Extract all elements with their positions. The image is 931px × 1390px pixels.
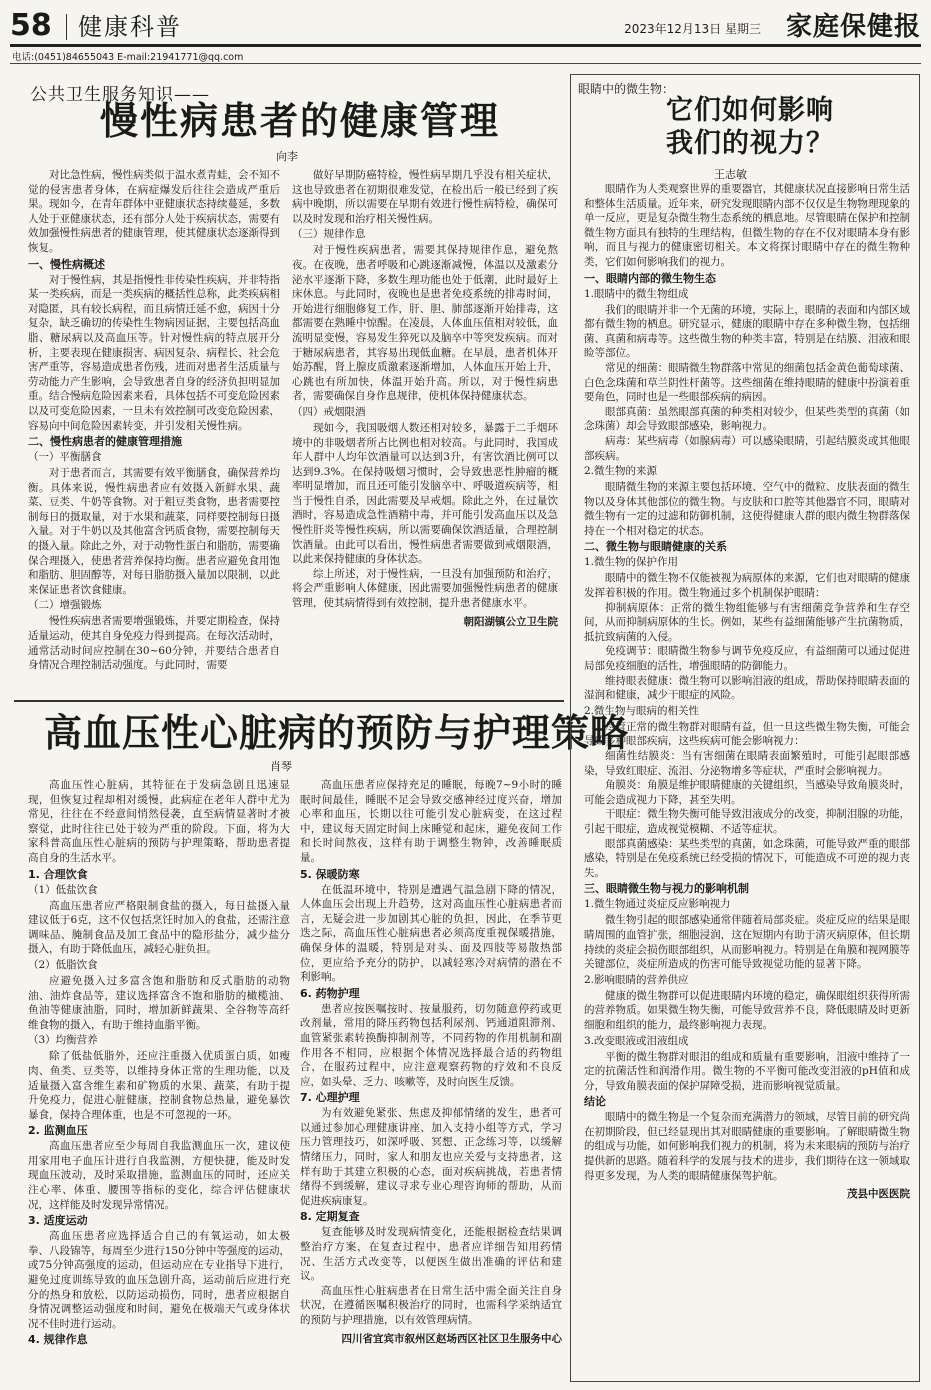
paragraph: 眼部真菌感染：某些类型的真菌，如念珠菌，可能导致严重的眼部感染，特别是在免疫系统已经受损的情况下，可能造成不可逆的视力丧失。 — [584, 837, 910, 879]
paragraph: 尽管正常的微生物群对眼睛有益，但一旦这些微生物失衡，可能会导致多种眼部疾病，这些疾病可能会影响视力： — [584, 720, 910, 748]
subsection-heading: 2.微生物与眼病的相关性 — [584, 704, 700, 717]
subsection-heading: （2）低脂饮食 — [28, 958, 98, 971]
subsection-heading: 2.微生物的来源 — [584, 465, 658, 478]
article2-column-2 — [300, 778, 562, 1378]
subsection-heading: 2.影响眼睛的营养供应 — [584, 973, 689, 986]
article3-title-line1: 它们如何影响 — [666, 95, 834, 126]
subsection-heading: （一）平衡膳食 — [28, 451, 102, 464]
article1-author: 向李 — [276, 150, 298, 163]
masthead — [10, 8, 921, 48]
section-heading: 三、眼睛微生物与视力的影响机制 — [584, 882, 749, 896]
section-heading: 3. 适度运动 — [28, 1214, 88, 1228]
paragraph: 病毒：某些病毒（如腺病毒）可以感染眼睛，引起结膜炎或其他眼部疾病。 — [584, 434, 910, 462]
subsection-heading: 1.微生物的保护作用 — [584, 556, 679, 569]
paragraph: 眼部真菌：虽然眼部真菌的种类相对较少，但某些类型的真菌（如念珠菌）却会导致眼部感染，影响视力。 — [584, 405, 910, 433]
issue-date: 2023年12月13日 星期三 — [624, 22, 761, 36]
paragraph: 除了低盐低脂外，还应注重摄入优质蛋白质，如瘦肉、鱼类、豆类等，以维持身体正常的生理功能，以及适量摄入富含维生素和矿物质的水果、蔬菜，有助于提升免疫力，促进心脏健康，控制食物总热量，避免暴饮暴食，保持合理体重，也是不可忽视的一环。 — [28, 1050, 290, 1121]
paragraph: 高血压患者应保持充足的睡眠，每晚7~9小时的睡眠时间最佳，睡眠不足会导致交感神经过度兴奋，增加心率和血压，长期以往可能引发心脏病变，在这过程中，建议每天固定时间上床睡觉和起床，避免夜间工作和长时间熬夜，这样有助于调整生物钟，改善睡眠质量。 — [300, 779, 562, 864]
section-heading: 2. 监测血压 — [28, 1124, 88, 1138]
paragraph: 慢性疾病患者需要增强锻炼，并要定期检查，保持适量运动，使其自身免疫力得到提高。在每次活动时，通常活动时间应控制在30~60分钟，并要结合患者自身情况合理控制活动强度。与此同时，需要 — [28, 615, 280, 672]
subsection-heading: 1.眼睛中的微生物组成 — [584, 287, 689, 300]
paragraph: 角膜炎：角膜是维护眼睛健康的关键组织，当感染导致角膜炎时，可能会造成视力下降，甚至失明。 — [584, 779, 910, 806]
subsection-heading: （1）低盐饮食 — [28, 883, 98, 896]
paragraph: 眼睛作为人类观察世界的重要器官，其健康状况直接影响日常生活和整体生活质量。近年来，研究发现眼睛内部不仅仅是生物物理现象的单一反应，更是复杂微生物生态系统的栖息地。尽管眼睛在保护和控制微生物方面具有独特的生理结构，但微生物的存在不仅对眼睛本身有影响，而且与视力的健康密切相关。本文将探讨眼睛中存在的微生物种类，它们如何影响我们的视力。 — [584, 183, 910, 268]
article-divider — [14, 700, 564, 702]
paragraph: 为有效避免紧张、焦虑及抑郁情绪的发生，患者可以通过参加心理健康讲座、加入支持小组等方式，学习压力管理技巧，如深呼吸、冥想、正念练习等，以缓解情绪压力，同时，家人和朋友也应关爱与支持患者，这样有助于其建立积极的心态，面对疾病挑战，若患者情绪得不到缓解，建议寻求专业心理咨询师的帮助，从而促进疾病康复。 — [300, 1107, 562, 1207]
paper-name: 家庭保健报 — [785, 12, 921, 42]
article3-author: 王志敏 — [714, 168, 747, 181]
paragraph: 高血压患者应选择适合自己的有氧运动，如太极拳、八段锦等，每周至少进行150分钟中等强度的运动，或75分钟高强度的运动，但运动应在专业指导下进行，避免过度训练导致的血压急剧升高，运动前后应进行充分的热身和放松，以防运动损伤，同时，患者应根据自身情况调整运动强度和时间，避免在极端天气或身体状况不佳时进行运动。 — [28, 1230, 290, 1330]
paragraph: 眼睛中的微生物不仅能被视为病原体的来源，它们也对眼睛的健康发挥着积极的作用。微生物通过多个机制保护眼睛： — [584, 572, 910, 600]
section-heading: 二、慢性病患者的健康管理措施 — [28, 435, 182, 449]
paragraph: 高血压患者应至少每周自我监测血压一次，建议使用家用电子血压计进行自我监测，方便快捷，能及时发现血压波动，及时采取措施，监测血压的同时，还应关注心率、体重、腰围等指标的变化，综合评估健康状况，这样能及时发现异常情况。 — [28, 1140, 290, 1211]
paragraph: 现如今，我国吸烟人数还相对较多，暴露于二手烟环境中的非吸烟者所占比例也相对较高。与此同时，我国成年人群中人均年饮酒量可以达到3升，有害饮酒比例可以达到9.3%。在保持吸烟习惯时，会导致患恶性肿瘤的概率明显增加，而且还可能引发脑卒中、呼吸道疾病等，相当于慢性自杀，因此需要及早戒烟。除此之外，在过量饮酒时，容易造成急性酒精中毒，并可能引发高血压以及急慢性肝炎等慢性疾病，所以需要确保饮酒适量，合理控制饮酒量。由此可以看出，慢性病患者需要做到戒烟限酒，以此来保持健康的身体状态。 — [292, 421, 558, 566]
paragraph: 综上所述，对于慢性病，一旦没有加强预防和治疗，将会严重影响人体健康，因此需要加强慢性病患者的健康管理，使其病情得到有效控制，提升患者健康水平。 — [292, 567, 558, 610]
signature: 茂县中医医院 — [847, 1188, 910, 1201]
subsection-heading: （3）均衡营养 — [28, 1034, 98, 1047]
article3-title — [600, 94, 900, 160]
subsection-heading: 1.微生物通过炎症反应影响视力 — [584, 898, 731, 911]
article1-kicker: 公共卫生服务知识—— — [30, 85, 210, 105]
masthead-rule — [10, 44, 921, 47]
paragraph: 对于慢性病，其是指慢性非传染性疾病，并非特指某一类疾病，而是一类疾病的概括性总称，此类疾病相对隐匿，具有较长病程，而且病情迁延不愈，病因十分复杂，缺乏确切的传染性生物病因证据，主要包括高血脂、糖尿病以及高血压等。针对慢性病的特点展开分析，主要表现在健康损害、病因复杂、病程长、社会危害严重等，容易造成患者伤残，进而对患者生活质量与劳动能力产生影响，会导致患者自身的经济负担明显加重。结合慢病危险因素来看，具体包括不可变危险因素以及可变危险因素，一旦未有效控制可改变危险因素，容易向中间危险因素转变，并引发相关慢性病。 — [28, 273, 280, 432]
section-heading: 8. 定期复查 — [300, 1210, 360, 1224]
subsection-heading: （四）戒烟限酒 — [292, 405, 366, 418]
section-heading: 一、眼睛内部的微生物生态 — [584, 271, 716, 285]
paragraph: 在低温环境中，特别是遭遇气温急剧下降的情况，人体血压会出现上升趋势，这对高血压性心脏病患者而言，无疑会进一步加剧其心脏的负担，因此，在季节更迭之际，高血压性心脏病患者必须高度重视保暖措施，确保身体的温暖，特别是对头、面及四肢等易散热部位，更应给予充分的防护，以减轻寒冷对病情的潜在不利影响。 — [300, 883, 562, 984]
article2-author: 肖琴 — [270, 760, 292, 773]
paragraph: 对于慢性疾病患者，需要其保持规律作息，避免熬夜。在夜晚，患者呼吸和心跳逐渐减慢，体温以及激素分泌水平逐渐下降，多数生理功能也处于低潮，此时最好上床休息。与此同时，夜晚也是患者免疫系统的排毒时间，开始进行细胞修复工作，肝、胆、肺部逐渐开始排毒，这都需要在熟睡中惊醒。在凌晨，人体血压值相对较低，血流明显变慢，容易发生猝死以及脑卒中等突发疾病。而对于糖尿病患者，其容易出现低血糖。在早晨，患者机体开始苏醒，肾上腺皮质激素逐渐增加，人体血压开始上升，心跳也有所加快，体温开始升高。所以，对于慢性病患者，需要确保自身作息规律，使机体保持健康状态。 — [292, 244, 558, 403]
paragraph: 干眼症：微生物失衡可能导致泪液成分的改变，抑制泪腺的功能，引起干眼症，造成视觉模糊、不适等症状。 — [584, 808, 910, 835]
signature: 四川省宜宾市叙州区赵场西区社区卫生服务中心 — [341, 1332, 562, 1345]
section-heading: 二、微生物与眼睛健康的关系 — [584, 540, 727, 554]
section-name: 健康科普 — [78, 13, 182, 41]
article1-column-1 — [28, 168, 280, 688]
paragraph: 应避免摄入过多富含饱和脂肪和反式脂肪的动物油、油炸食品等，建议选择富含不饱和脂肪的橄榄油、鱼油等健康油脂，同时，增加新鲜蔬果、全谷物等高纤维食物的摄入，有助于维持血脂平衡。 — [28, 974, 290, 1031]
paragraph: 患者应按医嘱按时、按量服药，切勿随意停药或更改剂量，常用的降压药物包括利尿剂、钙通道阻滞剂、血管紧张素转换酶抑制剂等，不同药物的作用机制和副作用各不相同，应根据个体情况选择最合适的药物组合，在服药过程中，应注意观察药物的疗效和不良反应，如头晕、乏力、咳嗽等，及时向医生反馈。 — [300, 1002, 562, 1088]
paragraph: 细菌性结膜炎：当有害细菌在眼睛表面繁殖时，可能引起眼部感染，导致红眼症、流泪、分泌物增多等症状，严重时会影响视力。 — [584, 750, 910, 777]
paragraph: 我们的眼睛并非一个无菌的环境，实际上，眼睛的表面和内部区域都有微生物的栖息。研究显示，健康的眼睛中存在多种微生物，包括细菌、真菌和病毒等。这些微生物的种类丰富，特别是在结膜、泪液和眼睑等部位。 — [584, 303, 910, 360]
paragraph: 对比急性病，慢性病类似于温水煮青蛙，会不知不觉的侵害患者身体，在病症爆发后往往会造成严重后果。现如今，在青年群体中亚健康状态持续蔓延，多数人处于亚健康状态，还有部分人处于疾病状态，需要有效加强慢性病患者的健康管理，使其健康状态逐渐得到恢复。 — [28, 169, 280, 254]
page-number: 58 — [10, 8, 52, 43]
paragraph: 微生物引起的眼部感染通常伴随着局部炎症。炎症反应的结果是眼睛周围的血管扩张，细胞浸润，这在短期内有助于清灭病原体，但长期持续的炎症会损伤眼部组织，从而影响视力。特别是在角膜和视网膜等关键部位，炎症所造成的伤害可能导致视觉功能的显著下降。 — [584, 914, 910, 971]
section-heading: 一、慢性病概述 — [28, 257, 105, 271]
paragraph: 维持眼表健康：微生物可以影响泪液的组成，帮助保持眼睛表面的湿润和健康，减少干眼症的风险。 — [584, 674, 910, 702]
section-heading: 5. 保暖防寒 — [300, 867, 360, 881]
masthead-separator — [66, 14, 67, 40]
article2-title: 高血压性心脏病的预防与护理策略 — [44, 710, 630, 755]
article3-kicker: 眼睛中的微生物： — [578, 82, 675, 96]
subsection-heading: （二）增强锻炼 — [28, 599, 102, 612]
article3-title-line2: 我们的视力？ — [666, 128, 834, 159]
paragraph: 高血压性心脏病患者在日常生活中需全面关注自身状况，在遵循医嘱积极治疗的同时，也需科学采纳适宜的预防与护理措施，以有效管理病情。 — [300, 1284, 562, 1326]
section-heading: 7. 心理护理 — [300, 1091, 360, 1105]
article2-column-1 — [28, 778, 290, 1378]
paragraph: 复查能够及时发现病情变化，还能根据检查结果调整治疗方案，在复查过程中，患者应详细告知用药情况、生活方式改变等，以便医生做出准确的评估和建议。 — [300, 1226, 562, 1283]
article1-title: 慢性病患者的健康管理 — [100, 98, 501, 143]
paragraph: 高血压性心脏病，其特征在于发病急剧且迅速显现，但恢复过程却相对缓慢，此病症在老年人群中尤为常见，往往在不经意间悄然侵袭，直至病情显著时才被察觉，此时往往已处于较为严重的阶段。下面，将为大家科普高血压性心脏病的预防与护理策略，帮助患者提高自身的生活水平。 — [28, 779, 290, 864]
section-heading: 1. 合理饮食 — [28, 867, 88, 881]
paragraph: 免疫调节：眼睛微生物参与调节免疫反应，有益细菌可以通过促进局部免疫细胞的活性，增强眼睛的防御能力。 — [584, 645, 910, 673]
signature: 朝阳湖镇公立卫生院 — [463, 615, 558, 628]
paragraph: 眼睛微生物的来源主要包括环境、空气中的微粒、皮肤表面的微生物以及身体其他部位的微生物。与皮肤和口腔等其他器官不同，眼睛对微生物有一定的过滤和防御机制，这使得健康人群的眼内微生物群落保持在一个相对稳定的状态。 — [584, 481, 910, 537]
contact-line: 电话:(0451)84655043 E-mail:21941771@qq.com — [12, 52, 244, 63]
paragraph: 平衡的微生物群对眼泪的组成和质量有重要影响，泪液中维持了一定的抗菌活性和润滑作用。微生物的不平衡可能改变泪液的pH值和成分，导致角膜表面的保护屏障受损，进而影响视觉质量。 — [584, 1050, 910, 1092]
paragraph: 做好早期防癌特检，慢性病早期几乎没有相关症状，这也导致患者在初期很难发觉，在检出后一般已经到了疾病中晚期，所以需要在早期有效进行慢性病特检，确保可以及时发现和治疗相关慢性病。 — [292, 169, 558, 225]
contact-rule — [10, 63, 921, 64]
paragraph: 抑制病原体：正常的微生物组能够与有害细菌竞争营养和生存空间，从而抑制病原体的生长。例如，某些有益细菌能够产生抗菌物质，抵抗致病菌的入侵。 — [584, 601, 910, 643]
subsection-heading: 3.改变眼液或泪液组成 — [584, 1034, 689, 1047]
paragraph: 眼睛中的微生物是一个复杂而充满潜力的领域，尽管目前的研究尚在初期阶段，但已经显现出其对眼睛健康的重要影响。了解眼睛微生物的组成与功能，如何影响我们视力的机制，将为未来眼病的预防与治疗提供新的思路。随着科学的发展与技术的进步，我们期待在这一领域取得更多发现，为人类的眼睛健康保驾护航。 — [584, 1111, 910, 1182]
section-heading: 6. 药物护理 — [300, 986, 360, 1000]
paragraph: 常见的细菌：眼睛微生物群落中常见的细菌包括金黄色葡萄球菌、白色念珠菌和草兰阴性杆菌等。这些细菌在维持眼睛的健康中扮演着重要角色，同时也是一些眼部疾病的病因。 — [584, 361, 910, 404]
paragraph: 对于患者而言，其需要有效平衡膳食，确保营养均衡。具体来说，慢性病患者应有效摄入新鲜水果、蔬菜、豆类、牛奶等食物。对于粗豆类食物，患者需要控制每日的摄取量，对于水果和蔬菜，同样要控制每日摄入量。对于牛奶以及其他富含钙质食物，需要控制每天的摄入量。除此之外，对于动物性蛋白和脂肪，需要确保合理摄入，使患者营养保持均衡。患者应避免食用饱和脂肪、胆固醇等，对每日脂肪摄入量加以限制，以此来保证患者饮食健康。 — [28, 467, 280, 596]
section-heading: 4. 规律作息 — [28, 1333, 88, 1347]
paragraph: 高血压患者应严格限制食盐的摄入，每日盐摄入量建议低于6克，这不仅包括烹饪时加入的食盐，还需注意调味品、腌制食品及加工食品中的隐形盐分，减少盐分摄入，有助于降低血压，减轻心脏负担。 — [28, 899, 290, 956]
paragraph: 健康的微生物群可以促进眼睛内环境的稳定，确保眼组织获得所需的营养物质。如果微生物失衡，可能导致营养不良，降低眼睛及时更新细胞和组织的能力，最终影响视力表现。 — [584, 989, 910, 1031]
subsection-heading: （三）规律作息 — [292, 228, 366, 241]
article3-body — [584, 182, 910, 1378]
section-heading: 结论 — [584, 1095, 606, 1109]
article1-column-2 — [292, 168, 558, 696]
